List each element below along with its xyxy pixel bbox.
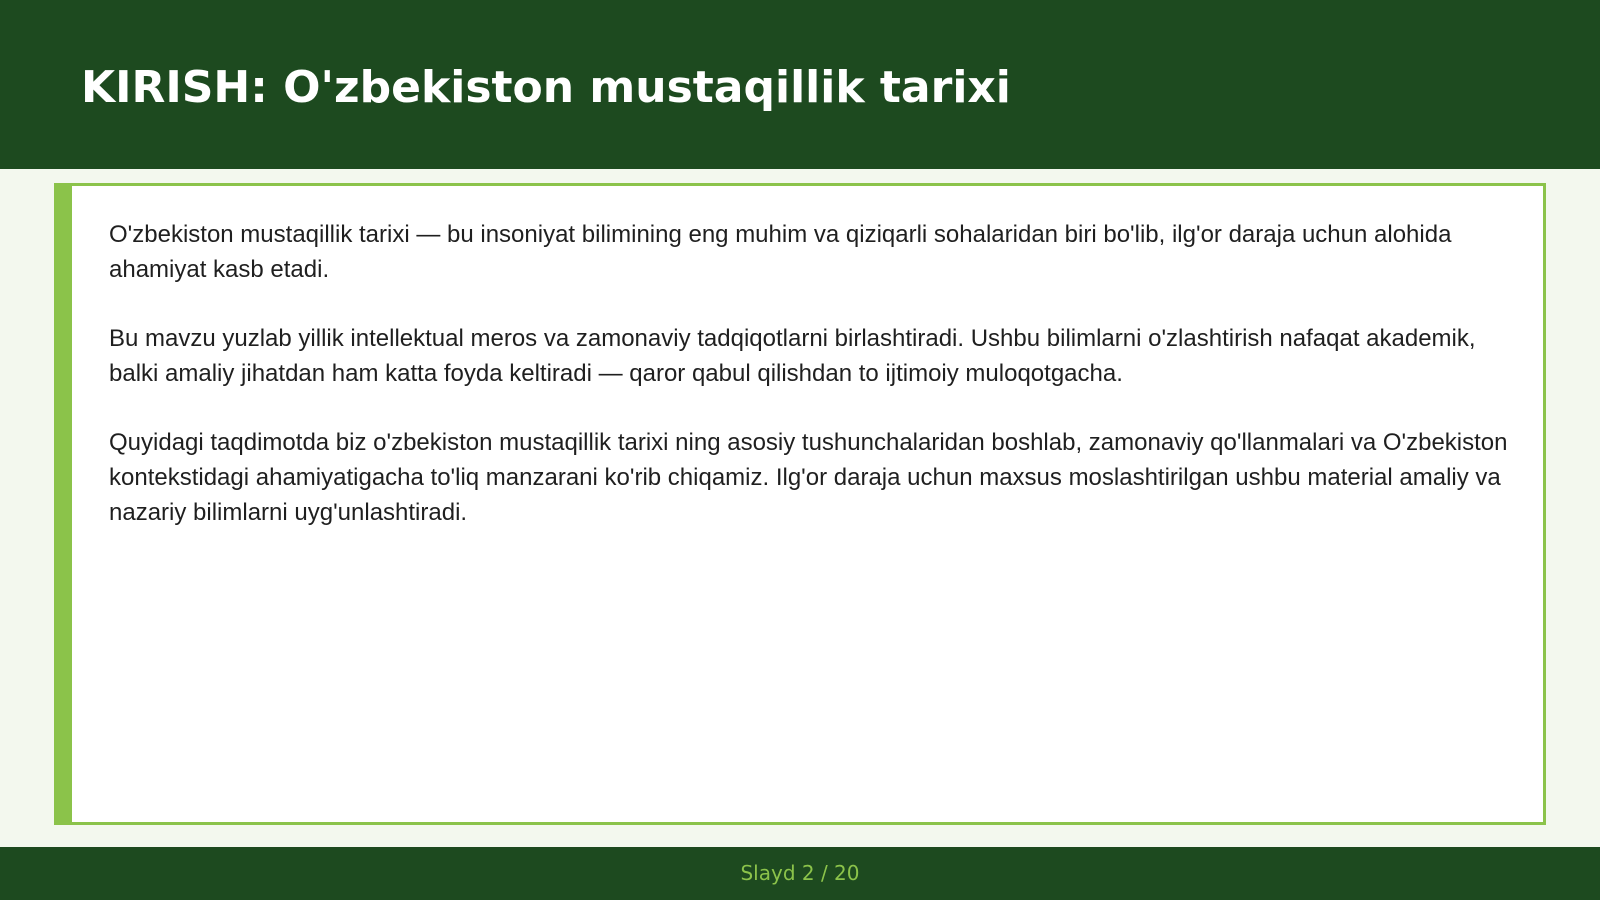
paragraph-intro: O'zbekiston mustaqillik tarixi — bu insoniyat bilimining eng muhim va qiziqarli sohalaridan biri bo'lib, ilg'or daraja uchun alohida ahamiyat kasb etadi.: [109, 221, 1452, 283]
paragraph-overview: Quyidagi taqdimotda biz o'zbekiston mustaqillik tarixi ning asosiy tushunchalaridan boshlab, zamonaviy qo'llanmalari va O'zbekiston kontekstidagi ahamiyatigacha to'liq manzarani ko'rib chiqamiz. Ilg'or daraja uchun maxsus moslashtirilgan ushbu material amaliy va nazariy bilimlarni uyg'unlashtiradi.: [109, 429, 1508, 526]
slide-header: [0, 0, 1600, 169]
slide-footer: [0, 847, 1600, 900]
slide-title: KIRISH: O'zbekiston mustaqillik tarixi: [81, 62, 1011, 113]
content-text: [109, 217, 1509, 564]
paragraph-heritage: Bu mavzu yuzlab yillik intellektual meros va zamonaviy tadqiqotlarni birlashtiradi. Ushbu bilimlarni o'zlashtirish nafaqat akademik, balki amaliy jihatdan ham katta foyda keltiradi — qaror qabul qilishdan to ijtimoiy muloqotgacha.: [109, 325, 1476, 387]
content-card: [54, 183, 1546, 825]
slide-counter: Slayd 2 / 20: [740, 861, 860, 885]
